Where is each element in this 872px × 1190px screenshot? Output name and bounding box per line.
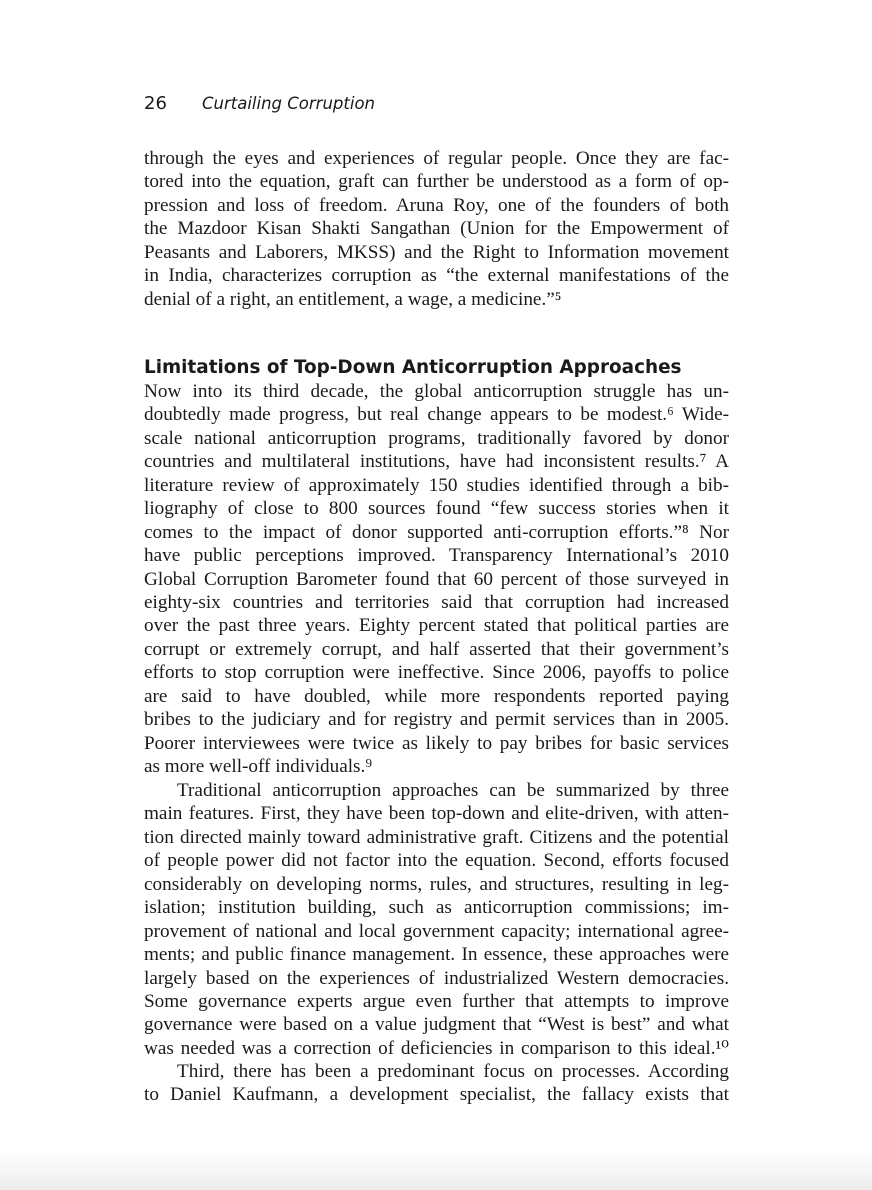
body-paragraph-3 xyxy=(144,1060,729,1107)
text-line: countries and multilateral institutions, have had inconsistent results.⁷ A xyxy=(144,451,729,473)
text-line: have public perceptions improved. Transparency International’s 2010 xyxy=(144,545,729,567)
text-line: Some governance experts argue even further that attempts to improve xyxy=(144,990,729,1012)
text-line: literature review of approximately 150 studies identified through a bib- xyxy=(144,474,729,496)
text-line: of people power did not factor into the equation. Second, efforts focused xyxy=(144,850,729,872)
text-line: was needed was a correction of deficiencies in comparison to this ideal.¹⁰ xyxy=(144,1037,729,1059)
text-line: are said to have doubled, while more respondents reported paying xyxy=(144,685,729,707)
text-line: considerably on developing norms, rules, and structures, resulting in leg- xyxy=(144,873,729,895)
text-line: corrupt or extremely corrupt, and half asserted that their government’s xyxy=(144,638,729,660)
text-line: Now into its third decade, the global anticorruption struggle has un- xyxy=(144,381,729,402)
running-head xyxy=(144,91,375,117)
text-line: ments; and public finance management. In essence, these approaches were xyxy=(144,944,729,966)
text-line: tion directed mainly toward administrative graft. Citizens and the potential xyxy=(144,826,729,848)
text-line: over the past three years. Eighty percent stated that political parties are xyxy=(144,615,729,637)
book-title: Curtailing Corruption xyxy=(202,94,375,113)
text-line: as more well-off individuals.⁹ xyxy=(144,756,373,777)
text-line: Peasants and Laborers, MKSS) and the Right to Information movement xyxy=(144,241,729,263)
text-line: tored into the equation, graft can further be understood as a form of op- xyxy=(144,171,729,193)
text-line: bribes to the judiciary and for registry and permit services than in 2005. xyxy=(144,709,729,731)
text-line: doubtedly made progress, but real change appears to be modest.⁶ Wide- xyxy=(144,404,729,426)
text-line: Poorer interviewees were twice as likely to pay bribes for basic services xyxy=(144,732,729,754)
section-heading: Limitations of Top-Down Anticorruption Approaches xyxy=(144,357,682,378)
text-line: the Mazdoor Kisan Shakti Sangathan (Union for the Empowerment of xyxy=(144,218,729,240)
text-line: pression and loss of freedom. Aruna Roy, one of the founders of both xyxy=(144,194,729,216)
body-paragraph-1 xyxy=(144,380,729,778)
text-line: main features. First, they have been top-down and elite-driven, with atten- xyxy=(144,803,729,825)
text-line: governance were based on a value judgment that “West is best” and what xyxy=(144,1014,729,1036)
text-line: comes to the impact of donor supported anti-corruption efforts.”⁸ Nor xyxy=(144,521,729,543)
text-line: in India, characterizes corruption as “the external manifestations of the xyxy=(144,265,729,287)
text-line: liography of close to 800 sources found “few success stories when it xyxy=(144,498,729,520)
text-line: provement of national and local government capacity; international agree- xyxy=(144,920,729,942)
text-line: scale national anticorruption programs, traditionally favored by donor xyxy=(144,427,729,449)
text-line: denial of a right, an entitlement, a wage, a medicine.”⁵ xyxy=(144,288,562,310)
text-line: largely based on the experiences of industrialized Western democracies. xyxy=(144,967,729,989)
text-line: islation; institution building, such as anticorruption commissions; im- xyxy=(144,897,729,919)
text-line: Global Corruption Barometer found that 60 percent of those surveyed in xyxy=(144,568,729,590)
text-line: Third, there has been a predominant focus on processes. According xyxy=(177,1061,729,1082)
text-line: efforts to stop corruption were ineffective. Since 2006, payoffs to police xyxy=(144,662,729,684)
page-number: 26 xyxy=(144,93,167,114)
text-line: through the eyes and experiences of regular people. Once they are fac- xyxy=(144,148,729,169)
text-line: Traditional anticorruption approaches can be summarized by three xyxy=(177,780,729,801)
intro-paragraph xyxy=(144,147,729,311)
body-paragraph-2 xyxy=(144,779,729,1060)
text-line: to Daniel Kaufmann, a development specialist, the fallacy exists that xyxy=(144,1084,729,1106)
text-line: eighty-six countries and territories said that corruption had increased xyxy=(144,591,729,613)
